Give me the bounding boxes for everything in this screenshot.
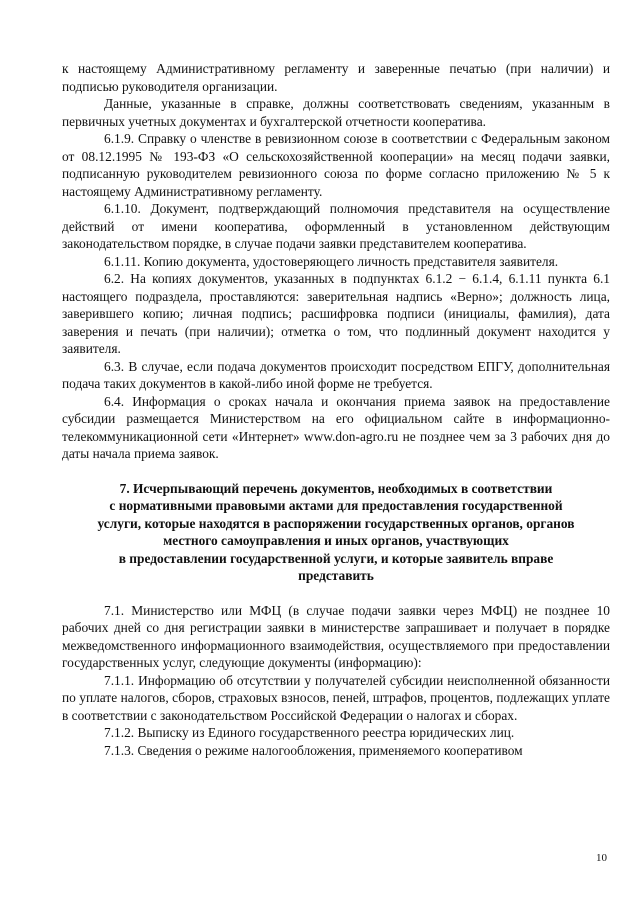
- paragraph-7-1-1: 7.1.1. Информацию об отсутствии у получателей субсидии неисполненной обязанности по уплате налогов, сборов, страховых взносов, пеней, штрафов, процентов, подлежащих уплате в соответствии с законодательством Российской Федерации о налогах и сборах.: [62, 672, 610, 723]
- paragraph: к настоящему Административному регламенту и заверенные печатью (при наличии) и подписью руководителя организации.: [62, 61, 610, 94]
- heading-line: местного самоуправления и иных органов, участвующих: [163, 533, 509, 548]
- section-7-heading: [62, 480, 610, 585]
- paragraph-6-3: 6.3. В случае, если подача документов происходит посредством ЕПГУ, дополнительная подача таких документов в какой-либо иной форме не требуется.: [62, 358, 610, 391]
- heading-line: с нормативными правовыми актами для предоставления государственной: [109, 498, 563, 513]
- document-body: [62, 60, 610, 759]
- paragraph-7-1-3: 7.1.3. Сведения о режиме налогообложения, применяемого кооперативом: [104, 742, 523, 758]
- paragraph-7-1: 7.1. Министерство или МФЦ (в случае подачи заявки через МФЦ) не позднее 10 рабочих дней со дня регистрации заявки в министерстве запрашивает и получает в порядке межведомственного информационного взаимодействия, осуществляемого при предоставлении государственных услуг, следующие документы (информацию):: [62, 602, 610, 670]
- paragraph-6-1-9: 6.1.9. Справку о членстве в ревизионном союзе в соответствии с Федеральным законом от 08.12.1995 № 193-ФЗ «О сельскохозяйственной кооперации» на месяц подачи заявки, подписанную руководителем ревизионного союза по форме согласно приложению № 5 к настоящему Административному регламенту.: [62, 131, 610, 199]
- heading-line: в предоставлении государственной услуги, и которые заявитель вправе: [118, 550, 554, 566]
- heading-line: услуги, которые находятся в распоряжении государственных органов, органов: [97, 515, 575, 531]
- paragraph-7-1-2: 7.1.2. Выписку из Единого государственного реестра юридических лиц.: [104, 725, 515, 740]
- paragraph: Данные, указанные в справке, должны соответствовать сведениям, указанным в первичных учетных документах и бухгалтерской отчетности кооператива.: [62, 96, 610, 129]
- paragraph-6-1-10: 6.1.10. Документ, подтверждающий полномочия представителя на осуществление действий от имени кооператива, оформленный в установленном действующим законодательством порядке, в случае подачи заявки представителем кооператива.: [62, 201, 610, 251]
- heading-line: представить: [298, 568, 374, 583]
- spacer: [62, 585, 610, 602]
- spacer: [62, 463, 610, 480]
- page-number: 10: [596, 852, 607, 864]
- heading-line: 7. Исчерпывающий перечень документов, необходимых в соответствии: [119, 480, 553, 496]
- paragraph-6-1-11: 6.1.11. Копию документа, удостоверяющего личность представителя заявителя.: [104, 253, 559, 269]
- paragraph-6-4: 6.4. Информация о сроках начала и окончания приема заявок на предоставление субсидии размещается Министерством на его официальном сайте в информационно-телекоммуникационной сети «Интернет» www.don-agro.ru не позднее чем за 3 рабочих дня до даты начала приема заявок.: [62, 393, 610, 461]
- paragraph-6-2: 6.2. На копиях документов, указанных в подпунктах 6.1.2 − 6.1.4, 6.1.11 пункта 6.1 настоящего подраздела, проставляются: заверительная надпись «Верно»; должность лица, заверившего копию; личная подпись; расшифровка подписи (инициалы, фамилия), дата заверения и печать (при наличии); отметка о том, что подлинный документ находится у заявителя.: [62, 271, 610, 356]
